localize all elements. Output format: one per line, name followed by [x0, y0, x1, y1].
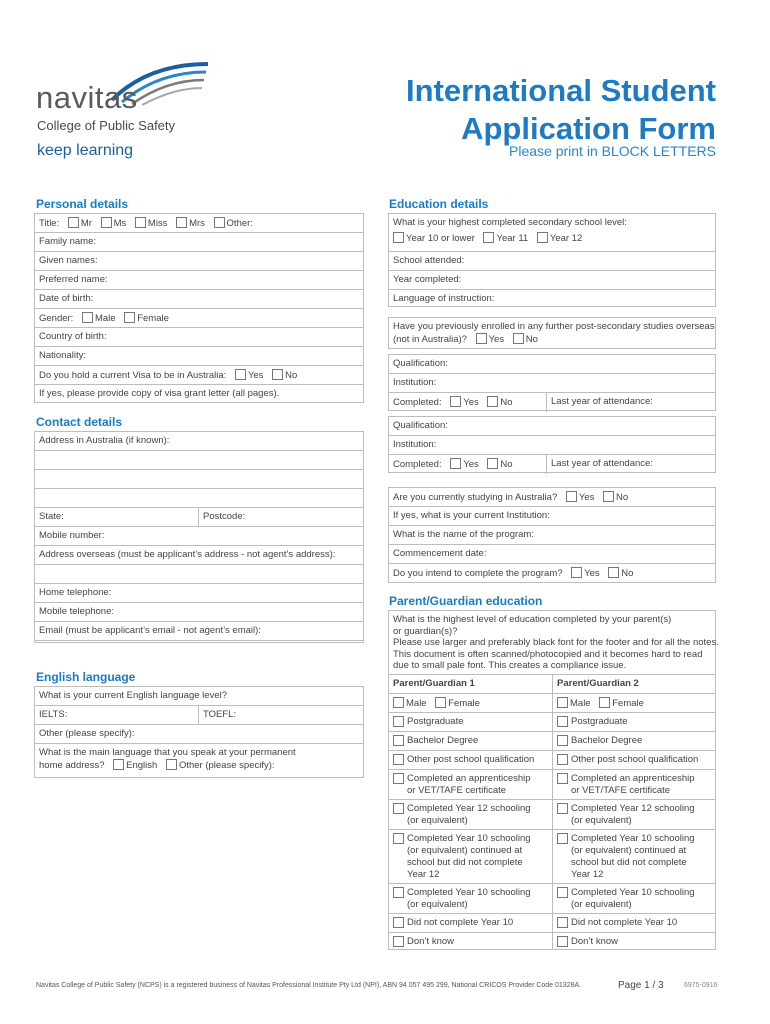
parent-1-option-label [407, 887, 531, 911]
visa-no-label: No [285, 370, 298, 381]
studying-yes-label: Yes [578, 492, 595, 503]
program-name-field[interactable] [389, 526, 715, 545]
address-au-line-4[interactable] [35, 489, 363, 508]
qualification-2-label: Qualification: [393, 420, 448, 431]
parent-1-header: Parent/Guardian 1 [393, 678, 475, 689]
parent-option-line: (or equivalent) [407, 815, 468, 826]
studying-australia-row [389, 488, 715, 507]
logo-tagline: keep learning [37, 142, 134, 159]
parent-1-option [393, 833, 531, 881]
parent-1-option-checkbox[interactable] [393, 936, 404, 947]
institution-2-field[interactable] [389, 436, 715, 455]
page-subtitle: Please print in BLOCK LETTERS [509, 143, 716, 159]
last-year-2-label: Last year of attendance: [551, 458, 653, 469]
completed-1-no-label: No [500, 397, 513, 408]
home-telephone-label: Home telephone: [39, 587, 112, 598]
parent-1-option-label [407, 773, 531, 797]
parent-note-2: This document is often scanned/photocopied and it becomes hard to read [393, 648, 703, 660]
parent-note-3: due to small pale font. This creates a compliance issue. [393, 660, 627, 671]
parent-2-option [557, 887, 695, 911]
title-ms-label: Ms [113, 218, 127, 229]
country-of-birth-label: Country of birth: [39, 331, 107, 342]
education-details-heading: Education details [389, 197, 489, 211]
ielts-label: IELTS: [39, 709, 68, 720]
personal-details-heading: Personal details [36, 197, 129, 211]
given-names-label: Given names: [39, 255, 98, 266]
completed-2-yes-label: Yes [463, 459, 479, 470]
parent-2-option-checkbox[interactable] [557, 735, 568, 746]
studying-yes-checkbox[interactable] [566, 491, 577, 502]
complete-program-question: Do you intend to complete the program? [393, 568, 563, 579]
complete-program-no-checkbox[interactable] [608, 567, 619, 578]
year12-checkbox[interactable] [537, 232, 548, 243]
complete-program-no-label: No [621, 568, 634, 579]
main-language-question-1: What is the main language that you speak at your permanent [39, 747, 296, 758]
parent-1-option [393, 735, 478, 747]
institution-2-label: Institution: [393, 439, 437, 450]
address-overseas-field[interactable] [35, 546, 363, 565]
qualification-1-field[interactable] [389, 355, 715, 374]
given-names-field[interactable] [35, 252, 363, 271]
complete-program-row [389, 564, 715, 584]
parent-option-line: Other post school qualification [407, 754, 535, 765]
last-year-1-label: Last year of attendance: [551, 396, 653, 407]
parent-option-line: Completed Year 12 schooling [571, 803, 695, 814]
parent-1-option-checkbox[interactable] [393, 754, 404, 765]
parent-option-line: Bachelor Degree [407, 735, 479, 746]
parent-2-female-checkbox[interactable] [599, 697, 610, 708]
gender-label: Gender: [39, 313, 74, 324]
parent-option-row [389, 933, 715, 952]
completed-2-label: Completed: [393, 459, 442, 470]
state-postcode-row[interactable] [35, 508, 363, 527]
parent-1-option-checkbox[interactable] [393, 735, 404, 746]
parent-1-option [393, 754, 534, 766]
country-of-birth-field[interactable] [35, 328, 363, 347]
parent-1-option-checkbox[interactable] [393, 773, 404, 784]
completed-1-no-checkbox[interactable] [487, 396, 498, 407]
parent-1-option [393, 803, 531, 827]
parent-option-row [389, 732, 715, 751]
title-mrs-checkbox[interactable] [176, 217, 187, 228]
parent-option-line: Completed Year 10 schooling [407, 833, 531, 844]
parent-option-line: (or equivalent) [571, 899, 632, 910]
year-completed-label: Year completed: [393, 274, 462, 285]
title-other-label: Other: [226, 218, 253, 229]
language-instruction-label: Language of instruction: [393, 293, 495, 304]
parent-1-male-checkbox[interactable] [393, 697, 404, 708]
title-miss-checkbox[interactable] [135, 217, 146, 228]
completed-2-no-checkbox[interactable] [487, 458, 498, 469]
title-mr-checkbox[interactable] [68, 217, 79, 228]
preferred-name-field[interactable] [35, 271, 363, 290]
qualification-2-field[interactable] [389, 417, 715, 436]
studying-no-checkbox[interactable] [603, 491, 614, 502]
previous-studies-yes-label: Yes [488, 334, 505, 345]
title-row [35, 214, 363, 233]
parent-2-gender [557, 697, 644, 710]
parent-2-option [557, 754, 698, 766]
english-language-heading: English language [36, 670, 136, 684]
secondary-level-row [389, 214, 715, 252]
parent-1-option-checkbox[interactable] [393, 803, 404, 814]
commencement-date-label: Commencement date: [393, 548, 487, 559]
parent-question-1: What is the highest level of education completed by your parent(s) [393, 614, 672, 625]
program-name-label: What is the name of the program: [393, 529, 534, 540]
current-institution-field[interactable] [389, 507, 715, 526]
parent-education-heading: Parent/Guardian education [389, 594, 543, 608]
year12-label: Year 12 [549, 233, 583, 244]
parent-1-female-label: Female [448, 698, 480, 709]
previous-studies-no-checkbox[interactable] [513, 333, 524, 344]
year11-checkbox[interactable] [483, 232, 494, 243]
parent-option-line: Postgraduate [407, 716, 464, 727]
parent-option-line: Year 12 [571, 869, 604, 880]
completed-2-yes-checkbox[interactable] [450, 458, 461, 469]
toefl-label: TOEFL: [203, 709, 237, 720]
institution-1-label: Institution: [393, 377, 437, 388]
family-name-field[interactable] [35, 233, 363, 252]
parent-2-option-checkbox[interactable] [557, 887, 568, 898]
form-number: 6975-0916 [684, 982, 718, 989]
parent-2-option-label [571, 754, 698, 766]
title-ms-checkbox[interactable] [101, 217, 112, 228]
parent-2-option-label [571, 833, 695, 881]
home-telephone-field[interactable] [35, 584, 363, 603]
completed-1-label: Completed: [393, 397, 442, 408]
parent-1-option-checkbox[interactable] [393, 833, 404, 844]
parent-2-option-label [571, 803, 695, 827]
qualification-1-label: Qualification: [393, 358, 448, 369]
mobile-number-label: Mobile number: [39, 530, 105, 541]
english-other-field[interactable] [35, 725, 363, 744]
parent-2-option-checkbox[interactable] [557, 773, 568, 784]
main-language-english-label: English [126, 760, 158, 771]
visa-yes-label: Yes [247, 370, 264, 381]
studying-no-label: No [616, 492, 629, 503]
parent-option-line: Year 12 [407, 869, 440, 880]
previous-studies-row [389, 318, 715, 350]
parent-option-line: Postgraduate [571, 716, 628, 727]
parent-note-1: Please use larger and preferably black font for the footer and for all the notes. [393, 637, 719, 648]
year10-lower-label: Year 10 or lower [406, 233, 475, 244]
parent-2-option [557, 917, 677, 929]
main-language-other-label: Other (please specify): [178, 760, 275, 771]
qualification-1-box [388, 354, 716, 411]
parent-1-option [393, 936, 454, 948]
title-line-2: Application Form [461, 111, 716, 146]
parent-option-line: (or equivalent) continued at [571, 845, 687, 856]
previous-studies-no-label: No [525, 334, 538, 345]
address-au-field[interactable] [35, 432, 363, 451]
parent-2-option-label [571, 917, 677, 929]
contact-details-heading: Contact details [36, 415, 123, 429]
parent-1-option-label [407, 936, 454, 948]
parent-header-row [389, 675, 715, 694]
parent-2-option-checkbox[interactable] [557, 936, 568, 947]
family-name-label: Family name: [39, 236, 97, 247]
mobile-telephone-label: Mobile telephone: [39, 606, 114, 617]
visa-yes-checkbox[interactable] [235, 369, 246, 380]
page-number: Page 1 / 3 [618, 980, 664, 991]
main-language-english-checkbox[interactable] [113, 759, 124, 770]
email-field[interactable] [35, 622, 363, 641]
parent-1-option-checkbox[interactable] [393, 716, 404, 727]
institution-1-field[interactable] [389, 374, 715, 393]
parent-option-line: Other post school qualification [571, 754, 699, 765]
parent-1-option [393, 773, 531, 797]
parent-2-male-checkbox[interactable] [557, 697, 568, 708]
parent-2-option [557, 936, 618, 948]
parent-2-option-label [571, 716, 628, 728]
parent-option-line: Completed Year 10 schooling [407, 887, 531, 898]
secondary-level-question: What is your highest completed secondary school level: [393, 217, 627, 228]
parent-2-option-checkbox[interactable] [557, 917, 568, 928]
parent-option-line: Completed an apprenticeship [571, 773, 695, 784]
title-mrs-label: Mrs [189, 218, 205, 229]
school-attended-field[interactable] [389, 252, 715, 271]
parent-option-row [389, 713, 715, 732]
gender-male-label: Male [94, 313, 116, 324]
qualification-2-box [388, 416, 716, 473]
parent-education-box [388, 610, 719, 950]
postcode-label: Postcode: [203, 511, 246, 522]
parent-option-line: Completed Year 12 schooling [407, 803, 531, 814]
gender-row [35, 309, 363, 328]
visa-question: Do you hold a current Visa to be in Australia: [39, 370, 227, 381]
parent-option-row [389, 770, 715, 800]
language-instruction-field[interactable] [389, 290, 715, 308]
parent-1-option [393, 716, 464, 728]
current-institution-label: If yes, what is your current Institution: [393, 510, 550, 521]
parent-option-line: (or equivalent) [571, 815, 632, 826]
visa-no-checkbox[interactable] [272, 369, 283, 380]
visa-row [35, 366, 363, 385]
parent-2-option [557, 833, 695, 881]
parent-option-row [389, 914, 715, 933]
parent-option-line: or VET/TAFE certificate [407, 785, 507, 796]
parent-option-line: Did not complete Year 10 [407, 917, 514, 928]
gender-female-label: Female [137, 313, 169, 324]
date-of-birth-label: Date of birth: [39, 293, 94, 304]
parent-2-option-label [571, 887, 695, 911]
parent-option-row [389, 884, 715, 914]
previous-studies-box [388, 317, 716, 349]
title-mr-label: Mr [80, 218, 92, 229]
mobile-number-field[interactable] [35, 527, 363, 546]
parent-option-line: Completed an apprenticeship [407, 773, 531, 784]
parent-2-header: Parent/Guardian 2 [557, 678, 639, 689]
english-language-box [34, 686, 364, 778]
parent-option-line: Completed Year 10 schooling [571, 887, 695, 898]
nationality-field[interactable] [35, 347, 363, 366]
english-level-row [35, 687, 363, 706]
state-label: State: [39, 511, 64, 522]
year11-label: Year 11 [496, 233, 529, 244]
parent-1-option-checkbox[interactable] [393, 917, 404, 928]
parent-option-row [389, 830, 715, 884]
parent-option-line: school but did not complete [571, 857, 687, 868]
parent-2-option-label [571, 735, 642, 747]
date-of-birth-field[interactable] [35, 290, 363, 309]
parent-1-female-checkbox[interactable] [435, 697, 446, 708]
email-label: Email (must be applicant’s email - not agent’s email): [39, 625, 261, 636]
parent-1-option-label [407, 833, 531, 881]
main-language-other-checkbox[interactable] [166, 759, 177, 770]
parent-2-option-checkbox[interactable] [557, 803, 568, 814]
parent-1-option-label [407, 754, 534, 766]
parent-option-line: Don’t know [407, 936, 454, 947]
title-other-checkbox[interactable] [214, 217, 225, 228]
previous-studies-question-2: (not in Australia)? [393, 334, 467, 345]
parent-2-option [557, 735, 642, 747]
footer-text: Navitas College of Public Safety (NCPS) is a registered business of Navitas Professional Institute Pty Ltd (NPI), ABN 94 057 495 299, National CRICOS Provider Code 01328A. [36, 982, 582, 989]
title-label: Title: [39, 218, 60, 229]
parent-2-option-label [571, 936, 618, 948]
address-overseas-label: Address overseas (must be applicant’s address - not agent’s address): [39, 549, 336, 560]
parent-2-female-label: Female [612, 698, 644, 709]
logo-subtitle: College of Public Safety [37, 118, 176, 133]
title-miss-label: Miss [147, 218, 168, 229]
parent-2-option [557, 803, 695, 827]
parent-1-option [393, 917, 513, 929]
previous-studies-yes-checkbox[interactable] [476, 333, 487, 344]
parent-1-male-label: Male [406, 698, 427, 709]
main-language-question-2: home address? [39, 760, 105, 771]
parent-1-option-label [407, 716, 464, 728]
parent-option-row [389, 800, 715, 830]
parent-2-option [557, 773, 695, 797]
complete-program-yes-checkbox[interactable] [571, 567, 582, 578]
address-au-label: Address in Australia (if known): [39, 435, 170, 446]
visa-note: If yes, please provide copy of visa grant letter (all pages). [39, 388, 280, 399]
gender-male-checkbox[interactable] [82, 312, 93, 323]
parent-option-line: (or equivalent) continued at [407, 845, 523, 856]
page-title [406, 72, 716, 148]
parent-option-line: school but did not complete [407, 857, 523, 868]
completed-2-row [389, 455, 715, 474]
preferred-name-label: Preferred name: [39, 274, 108, 285]
year-completed-field[interactable] [389, 271, 715, 290]
parent-1-option-label [407, 735, 478, 747]
parent-option-line: or VET/TAFE certificate [571, 785, 671, 796]
completed-1-yes-checkbox[interactable] [450, 396, 461, 407]
parent-2-option-checkbox[interactable] [557, 754, 568, 765]
parent-question-2: or guardian(s)? [393, 625, 458, 637]
parent-2-option-checkbox[interactable] [557, 833, 568, 844]
nationality-label: Nationality: [39, 350, 86, 361]
parent-2-option [557, 716, 628, 728]
commencement-date-field[interactable] [389, 545, 715, 564]
english-level-question: What is your current English language level? [39, 690, 227, 701]
personal-details-box [34, 213, 364, 403]
school-attended-label: School attended: [393, 255, 465, 266]
address-au-line-2[interactable] [35, 451, 363, 470]
english-other-label: Other (please specify): [39, 728, 135, 739]
parent-1-option-label [407, 803, 531, 827]
parent-gender-row [389, 694, 715, 713]
main-language-row [35, 744, 363, 779]
completed-1-yes-label: Yes [463, 397, 479, 408]
gender-female-checkbox[interactable] [124, 312, 135, 323]
parent-option-line: Bachelor Degree [571, 735, 643, 746]
parent-option-row [389, 751, 715, 770]
completed-1-row [389, 393, 715, 412]
current-study-box [388, 487, 716, 583]
parent-1-option-checkbox[interactable] [393, 887, 404, 898]
parent-option-line: (or equivalent) [407, 899, 468, 910]
parent-option-line: Completed Year 10 schooling [571, 833, 695, 844]
parent-question-row [389, 611, 719, 675]
previous-studies-question-1: Have you previously enrolled in any further post-secondary studies overseas [393, 321, 715, 332]
completed-2-no-label: No [500, 459, 513, 470]
studying-australia-question: Are you currently studying in Australia? [393, 492, 558, 503]
secondary-school-box [388, 213, 716, 307]
address-overseas-line-2[interactable] [35, 565, 363, 584]
parent-2-male-label: Male [570, 698, 591, 709]
email-line-2[interactable] [35, 641, 363, 644]
visa-note-row [35, 385, 363, 404]
mobile-telephone-field[interactable] [35, 603, 363, 622]
complete-program-yes-label: Yes [584, 568, 600, 579]
parent-option-line: Don’t know [571, 936, 618, 947]
ielts-toefl-row[interactable] [35, 706, 363, 725]
logo-name: navitas [36, 80, 138, 115]
address-au-line-3[interactable] [35, 470, 363, 489]
contact-details-box [34, 431, 364, 643]
parent-2-option-checkbox[interactable] [557, 716, 568, 727]
year10-lower-checkbox[interactable] [393, 232, 404, 243]
parent-2-option-label [571, 773, 695, 797]
parent-1-option [393, 887, 531, 911]
title-line-1: International Student [406, 73, 716, 108]
parent-option-line: Did not complete Year 10 [571, 917, 678, 928]
parent-1-option-label [407, 917, 513, 929]
